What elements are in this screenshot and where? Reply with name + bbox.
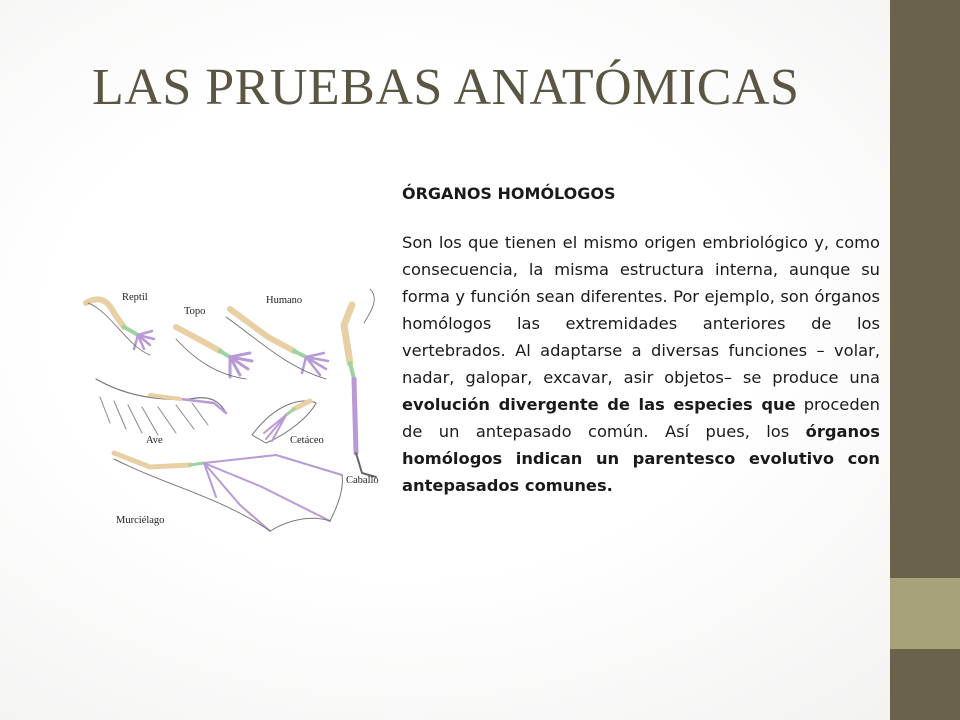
label-topo: Topo <box>184 306 206 317</box>
sidebar-accent-top <box>890 0 960 578</box>
label-ave: Ave <box>146 435 163 446</box>
label-caballo: Caballo <box>346 475 379 486</box>
label-murcielago: Murciélago <box>116 515 165 526</box>
horse-limb-illustration <box>344 289 376 477</box>
sidebar-accent-bottom <box>890 649 960 720</box>
bird-wing-illustration <box>96 379 226 435</box>
label-reptil: Reptil <box>122 292 148 303</box>
sidebar-accent-middle <box>890 578 960 649</box>
paragraph-text-2: proceden de un antepasado común. Así pues, los <box>402 395 880 441</box>
body-paragraph <box>402 229 880 499</box>
slide-title: LAS PRUEBAS ANATÓMICAS <box>92 59 800 116</box>
paragraph-bold-1: evolución divergente de las especies que <box>402 395 796 414</box>
reptile-limb-illustration <box>86 299 154 355</box>
label-cetaceo: Cetáceo <box>290 435 324 446</box>
human-limb-illustration <box>226 309 328 379</box>
content-text-block <box>402 180 880 499</box>
label-humano: Humano <box>266 295 303 306</box>
paragraph-bold-2: órganos homólogos indican un parentesco evolutivo con antepasados comunes. <box>402 422 880 495</box>
homologous-limbs-figure <box>80 283 392 545</box>
paragraph-text-1: Son los que tienen el mismo origen embriológico y, como consecuencia, la misma estructura interna, aunque su forma y función sean diferentes. Por ejemplo, son órganos homólogos las extremidades anteriores de los vertebrados. Al adaptarse a diversas funciones – volar, nadar, galopar, excavar, asir objetos– se produce una <box>402 233 880 387</box>
section-subtitle: ÓRGANOS HOMÓLOGOS <box>402 184 616 203</box>
mole-limb-illustration <box>176 327 252 379</box>
